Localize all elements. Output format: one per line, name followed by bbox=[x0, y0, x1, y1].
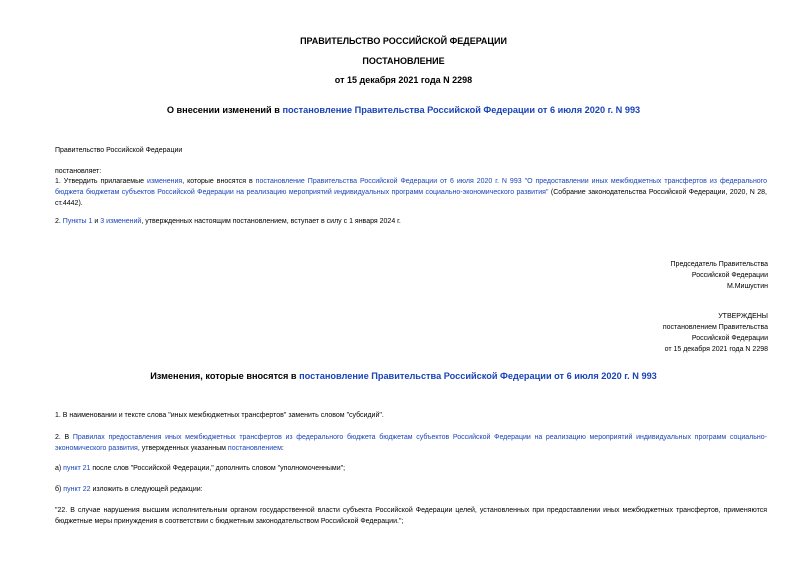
document-title bbox=[0, 105, 807, 115]
changes-title-prefix: Изменения, которые вносятся в bbox=[150, 371, 300, 381]
change-2b-text: изложить в следующей редакции: bbox=[90, 486, 203, 493]
change-2a-link[interactable]: пункт 21 bbox=[63, 465, 91, 472]
change-1: 1. В наименовании и тексте слова "иных межбюджетных трансфертов" заменить словом "субсидий". bbox=[55, 412, 384, 419]
signature-org: Российской Федерации bbox=[691, 272, 768, 279]
change-2b-quote: "22. В случае нарушения высшим исполнительным органом государственной власти субъекта Российской Федерации целей, установленных при предоставлении иных межбюджетных трансфертов, применяются бюджетные меры принуждения в соответствии с бюджетным законодательством Российской Федерации."; bbox=[55, 507, 767, 525]
item-2-link-changes[interactable]: 3 изменений bbox=[100, 218, 142, 225]
preamble-government: Правительство Российской Федерации bbox=[55, 147, 183, 154]
title-link[interactable]: постановление Правительства Российской Федерации от 6 июля 2020 г. N 993 bbox=[282, 105, 641, 115]
preamble-decree: постановляет: bbox=[55, 168, 102, 175]
document-type-heading: ПОСТАНОВЛЕНИЕ bbox=[362, 56, 445, 66]
change-2-decree-link[interactable]: постановлением bbox=[227, 445, 282, 452]
item-1-paragraph bbox=[55, 176, 767, 209]
item-1-text-c: (Собрание законодательства Российской Федерации, 2020, N 28, ст.4442). bbox=[55, 189, 768, 207]
item-1-text-a: 1. Утвердить прилагаемые bbox=[55, 178, 148, 185]
signature-block bbox=[671, 259, 768, 292]
item-2-text-c: , утвержденных настоящим постановлением, вступает в силу с 1 января 2024 г. bbox=[141, 218, 401, 225]
change-2 bbox=[55, 432, 767, 454]
item-2-text-b: и bbox=[92, 218, 101, 225]
approval-org: Российской Федерации bbox=[691, 335, 768, 342]
approval-by: постановлением Правительства bbox=[662, 324, 768, 331]
change-2b-link[interactable]: пункт 22 bbox=[63, 486, 91, 493]
change-2b bbox=[55, 484, 203, 495]
item-2-text-a: 2. bbox=[55, 218, 63, 225]
change-2b-prefix: б) bbox=[55, 486, 64, 493]
item-1-link-decree[interactable]: постановление Правительства Российской Федерации от 6 июля 2020 г. N 993 "О предоставлении иных межбюджетных трансфертов из федерального бюджета бюджетам субъектов Российской Федерации на реализацию мероприятий индивидуальных программ социально-экономического развития" bbox=[55, 178, 767, 196]
signature-position: Председатель Правительства bbox=[670, 261, 768, 268]
item-2-link-points[interactable]: Пункты 1 bbox=[62, 218, 93, 225]
approval-date: от 15 декабря 2021 года N 2298 bbox=[664, 346, 768, 353]
approval-status: УТВЕРЖДЕНЫ bbox=[718, 313, 768, 320]
change-2a-prefix: а) bbox=[55, 465, 64, 472]
changes-title bbox=[0, 371, 807, 381]
change-2-prefix: 2. В bbox=[55, 434, 73, 441]
changes-title-link[interactable]: постановление Правительства Российской Федерации от 6 июля 2020 г. N 993 bbox=[299, 371, 657, 381]
document-date-heading: от 15 декабря 2021 года N 2298 bbox=[334, 75, 473, 85]
approval-block bbox=[663, 311, 768, 355]
change-2a-text: после слов "Российской Федерации," дополнить словом "уполномоченными"; bbox=[90, 465, 346, 472]
change-2-rules-link[interactable]: Правилах предоставления иных межбюджетных трансфертов из федерального бюджета бюджетам субъектов Российской Федерации на реализацию мероприятий индивидуальных программ социально-экономического развития bbox=[55, 434, 767, 452]
item-1-text-b: , которые вносятся в bbox=[182, 178, 256, 185]
signature-name: М.Мишустин bbox=[726, 283, 768, 290]
change-2-end: : bbox=[281, 445, 284, 452]
change-2a bbox=[55, 463, 345, 474]
item-2-paragraph bbox=[55, 216, 401, 227]
item-1-link-changes[interactable]: изменения bbox=[147, 178, 183, 185]
title-prefix: О внесении изменений в bbox=[166, 105, 283, 115]
change-2-mid: , утвержденных указанным bbox=[137, 445, 228, 452]
government-heading: ПРАВИТЕЛЬСТВО РОССИЙСКОЙ ФЕДЕРАЦИИ bbox=[300, 36, 507, 46]
